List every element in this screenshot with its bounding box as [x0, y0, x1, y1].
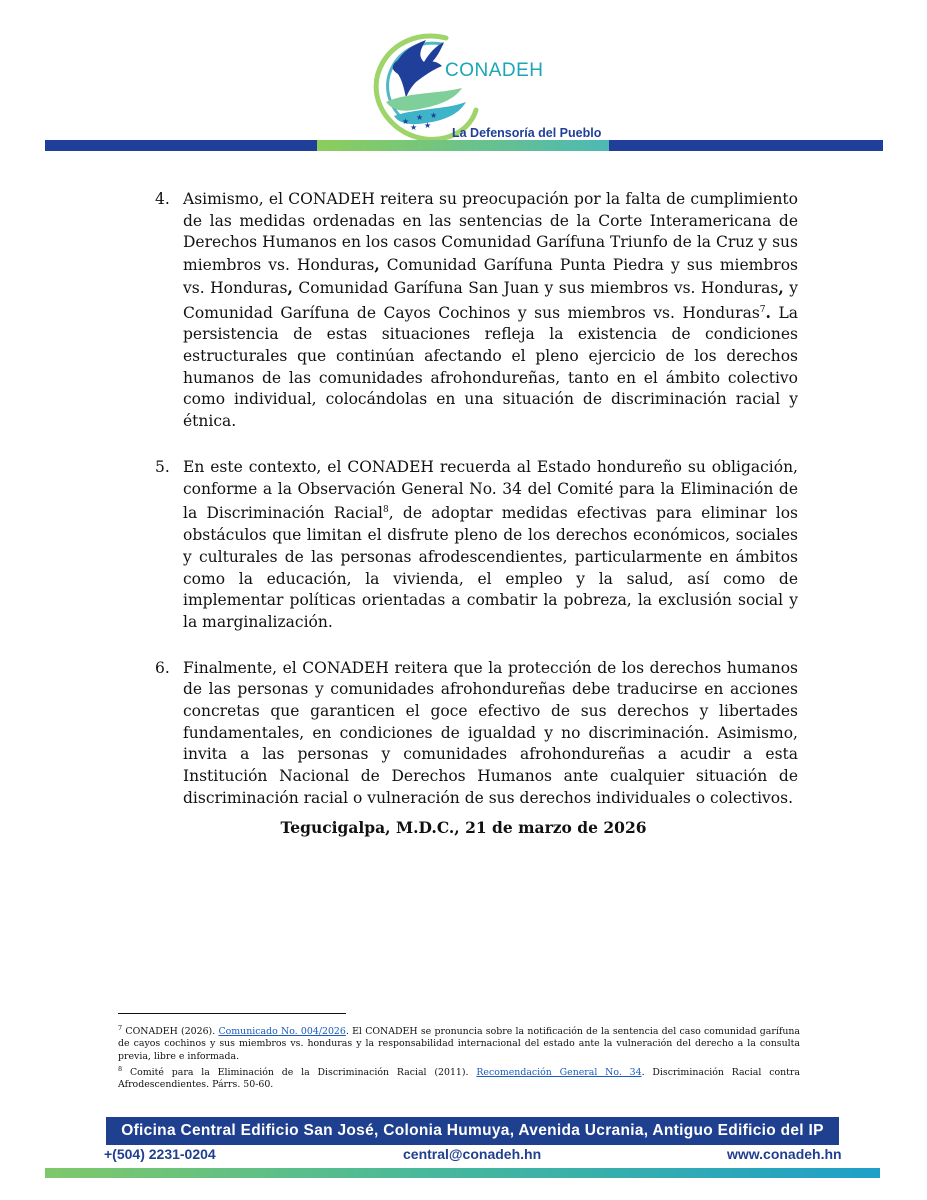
footer-email[interactable]: central@conadeh.hn [403, 1146, 542, 1162]
footnote-ref: 8 [383, 505, 389, 516]
footnote-link[interactable]: Comunicado No. 004/2026 [218, 1026, 346, 1038]
footer-website[interactable]: www.conadeh.hn [727, 1146, 842, 1162]
footnotes [118, 1022, 800, 1092]
footnote: $^8$ Comité para la Eliminación de la Discriminación Racial (2011). Recomendación General No. 34. Discriminación Racial contra Afrodescendientes. Párrs. 50-60. [118, 1065, 800, 1091]
paragraph-text: En este contexto, el CONADEH recuerda al Estado hondureño su obligación, conforme a la Observación General No. 34 del Comité para la Eliminación de la Discriminación Racial$^8$, de adoptar medidas efectivas para eliminar los obstáculos que limitan el disfrute pleno de los derechos económicos, sociales y culturales de las personas afrodescendientes, particularmente en ámbitos como la educación, la vivienda, el empleo y la salud, así como de implementar políticas orientadas a combatir la pobreza, la exclusión social y la marginalización. [183, 457, 798, 631]
svg-text:★: ★ [402, 117, 410, 126]
document-body [155, 189, 798, 834]
numbered-paragraph [155, 189, 798, 433]
footnote: $^7$ CONADEH (2026). Comunicado No. 004/2026. El CONADEH se pronuncia sobre la notificación de la sentencia del caso comunidad garífuna de cayos cochinos y sus miembros vs. honduras y la responsabilidad internacional del estado ante la vulneración del derecho a la consulta previa, libre e informada. [118, 1024, 800, 1062]
numbered-paragraph [155, 457, 798, 634]
svg-text:★: ★ [430, 111, 438, 120]
paragraph-number: 4. [155, 190, 170, 208]
footnote-ref: 7 [759, 304, 766, 315]
svg-text:★: ★ [416, 113, 424, 122]
header-divider [45, 140, 883, 151]
paragraph-number: 5. [155, 457, 170, 476]
footer-phone: +(504) 2231-0204 [104, 1146, 216, 1162]
logo-org-name: CONADEH [445, 60, 544, 81]
numbered-paragraph [155, 658, 798, 810]
paragraph-text: Asimismo, el CONADEH reitera su preocupación por la falta de cumplimiento de las medidas ordenadas en las sentencias de la Corte Interamericana de Derechos Humanos en los casos Comunidad Garífuna Triunfo de la Cruz y sus miembros vs. Honduras, Comunidad Garífuna Punta Piedra y sus miembros vs. Honduras, Comunidad Garífuna San Juan y sus miembros vs. Honduras, y Comunidad Garífuna de Cayos Cochinos y sus miembros vs. Honduras$^7$. La persistencia de estas situaciones refleja la existencia de condiciones estructurales que continúan afectando el pleno ejercicio de los derechos humanos de las comunidades afrohondureñas, tanto en el ámbito colectivo como individual, colocándolas en una situación de discriminación racial y étnica. [183, 190, 798, 431]
date-line: Tegucigalpa, M.D.C., 21 de marzo de 2026 [280, 818, 647, 837]
footer-address: Oficina Central Edificio San José, Colonia Humuya, Avenida Ucrania, Antiguo Edificio del IP [106, 1117, 839, 1145]
svg-text:★: ★ [410, 123, 418, 132]
paragraph-number: 6. [155, 658, 170, 677]
footnote-link[interactable]: Recomendación General No. 34 [476, 1067, 642, 1079]
logo-tagline: La Defensoría del Pueblo [452, 126, 602, 140]
footnote-divider [118, 1013, 346, 1014]
paragraph-text: Finalmente, el CONADEH reitera que la protección de los derechos humanos de las personas y comunidades afrohondureñas debe traducirse en acciones concretas que garanticen el goce efectivo de sus derechos y libertades fundamentales, en condiciones de igualdad y no discriminación. Asimismo, invita a las personas y comunidades afrohondureñas a acudir a esta Institución Nacional de Derechos Humanos ante cualquier situación de discriminación racial o vulneración de sus derechos individuales o colectivos. [183, 658, 798, 807]
footer-divider [45, 1168, 880, 1178]
conadeh-logo [358, 30, 628, 145]
svg-text:★: ★ [424, 121, 432, 130]
